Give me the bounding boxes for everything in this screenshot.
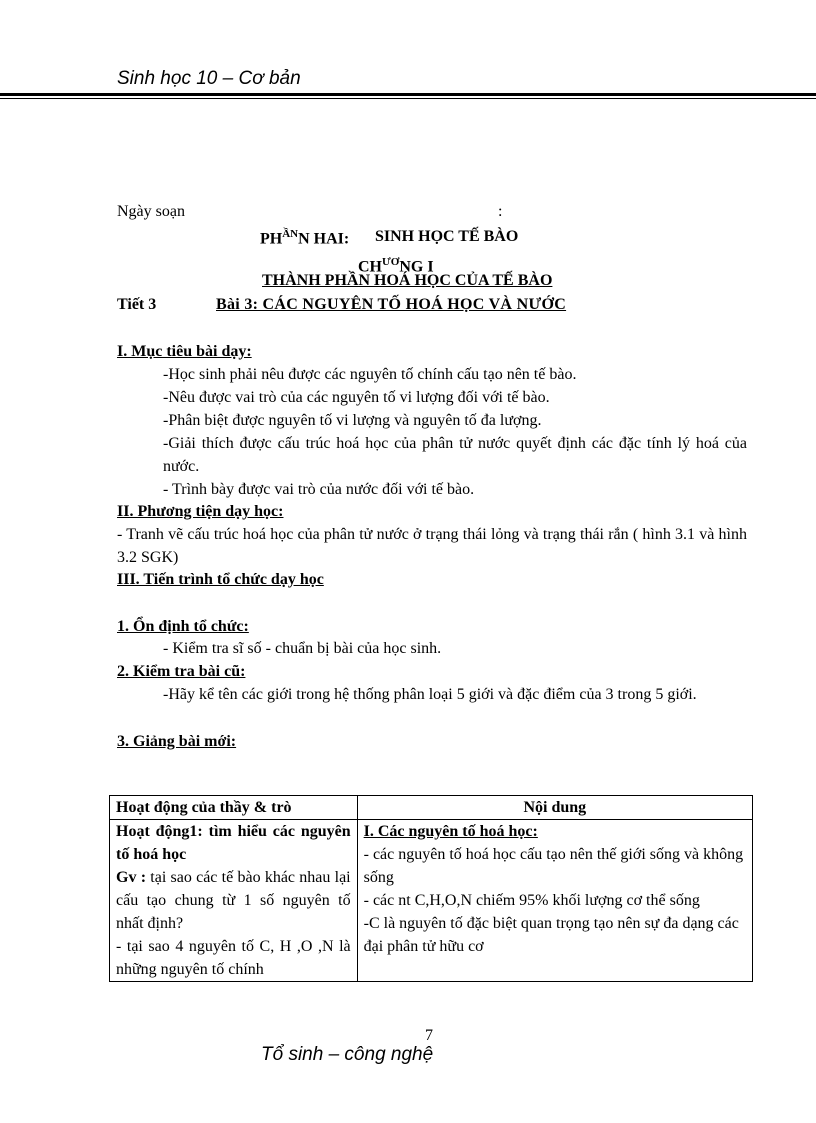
part-prefix: PH: [260, 230, 283, 248]
objective-item: - Trình bày được vai trò của nước đối với tế bào.: [163, 481, 475, 498]
table-header-content: Nội dung: [357, 796, 752, 820]
content-line: - các nguyên tố hoá học cấu tạo nên thế giới sống và không sống: [363, 846, 744, 886]
gv-question: tại sao các tế bào khác nhau lại cấu tạo chung từ 1 số nguyên tố nhất định?: [116, 869, 351, 932]
header-rule-thick: [0, 93, 816, 96]
objective-item: -Học sinh phải nêu được các nguyên tố chính cấu tạo nên tế bào.: [163, 366, 577, 383]
content-title: I. Các nguyên tố hoá học:: [363, 823, 538, 840]
subsection-2-text: -Hãy kể tên các giới trong hệ thống phân loại 5 giới và đặc điểm của 3 trong 5 giới.: [163, 686, 697, 703]
subsection-2-heading: 2. Kiểm tra bài cũ:: [117, 663, 246, 680]
objective-item: -Nêu được vai trò của các nguyên tố vi lượng đối với tế bào.: [163, 389, 550, 406]
chapter-sup: ƯƠ: [382, 256, 400, 268]
section-2-text: [117, 523, 747, 569]
part-colon: :: [343, 230, 350, 248]
objective-item: -Phân biệt được nguyên tố vi lượng và nguyên tố đa lượng.: [163, 412, 542, 429]
chapter-subtitle: THÀNH PHẦN HOÁ HỌC CỦA TẾ BÀO: [262, 272, 553, 289]
gv-label: Gv :: [116, 869, 147, 886]
ngay-soan-label: Ngày soạn: [117, 203, 185, 220]
lesson-period: Tiết 3: [117, 296, 157, 313]
part-rest: N HAI: [298, 230, 344, 248]
activity-cell: [110, 820, 358, 982]
content-line: -C là nguyên tố đặc biệt quan trọng tạo nên sự đa dạng các đại phân tử hữu cơ: [363, 915, 739, 955]
section-1-heading: I. Mục tiêu bài dạy:: [117, 343, 252, 360]
activity-table: [109, 795, 753, 982]
chapter-prefix: CH: [358, 258, 382, 276]
part-subject: SINH HỌC TẾ BÀO: [375, 228, 519, 245]
subsection-1-text: - Kiểm tra sĩ số - chuẩn bị bài của học sinh.: [163, 640, 442, 657]
header-rule-thin: [0, 98, 816, 99]
subsection-1-heading: 1. Ổn định tổ chức:: [117, 618, 249, 635]
subsection-3-heading: 3. Giảng bài mới:: [117, 733, 237, 750]
activity-question-1: [116, 866, 351, 935]
footer-text: Tổ sinh – công nghệ: [261, 1044, 434, 1065]
activity-question-2: - tại sao 4 nguyên tố C, H ,O ,N là những nguyên tố chính: [116, 938, 351, 978]
content-line: - các nt C,H,O,N chiếm 95% khối lượng cơ thể sống: [363, 892, 700, 909]
objective-item: -Giải thích được cấu trúc hoá học của phân tử nước quyết định các đặc tính lý hoá của nước.: [163, 435, 747, 475]
section-2-heading: II. Phương tiện dạy học:: [117, 503, 284, 520]
running-header: Sinh học 10 – Cơ bản: [117, 68, 301, 89]
section-2-content: - Tranh vẽ cấu trúc hoá học của phân tử nước ở trạng thái lỏng và trạng thái rắn ( hình 3.1 và hình 3.2 SGK): [117, 526, 747, 566]
content-cell: [357, 820, 752, 982]
table-header-row: [110, 796, 753, 820]
table-row: [110, 820, 753, 982]
part-title: [260, 228, 519, 248]
activity-title: Hoạt động1: tìm hiểu các nguyên tố hoá học: [116, 823, 351, 863]
lesson-title: Bài 3: CÁC NGUYÊN TỐ HOÁ HỌC VÀ NƯỚC: [216, 296, 567, 313]
section-3-heading: III. Tiến trình tổ chức dạy học: [117, 571, 324, 588]
table-header-activity: Hoạt động của thầy & trò: [110, 796, 358, 820]
chapter-rest: NG I: [399, 258, 434, 276]
part-sup: ẦN: [282, 228, 299, 240]
ngay-soan-colon: :: [498, 203, 503, 220]
page-number: 7: [425, 1027, 433, 1044]
